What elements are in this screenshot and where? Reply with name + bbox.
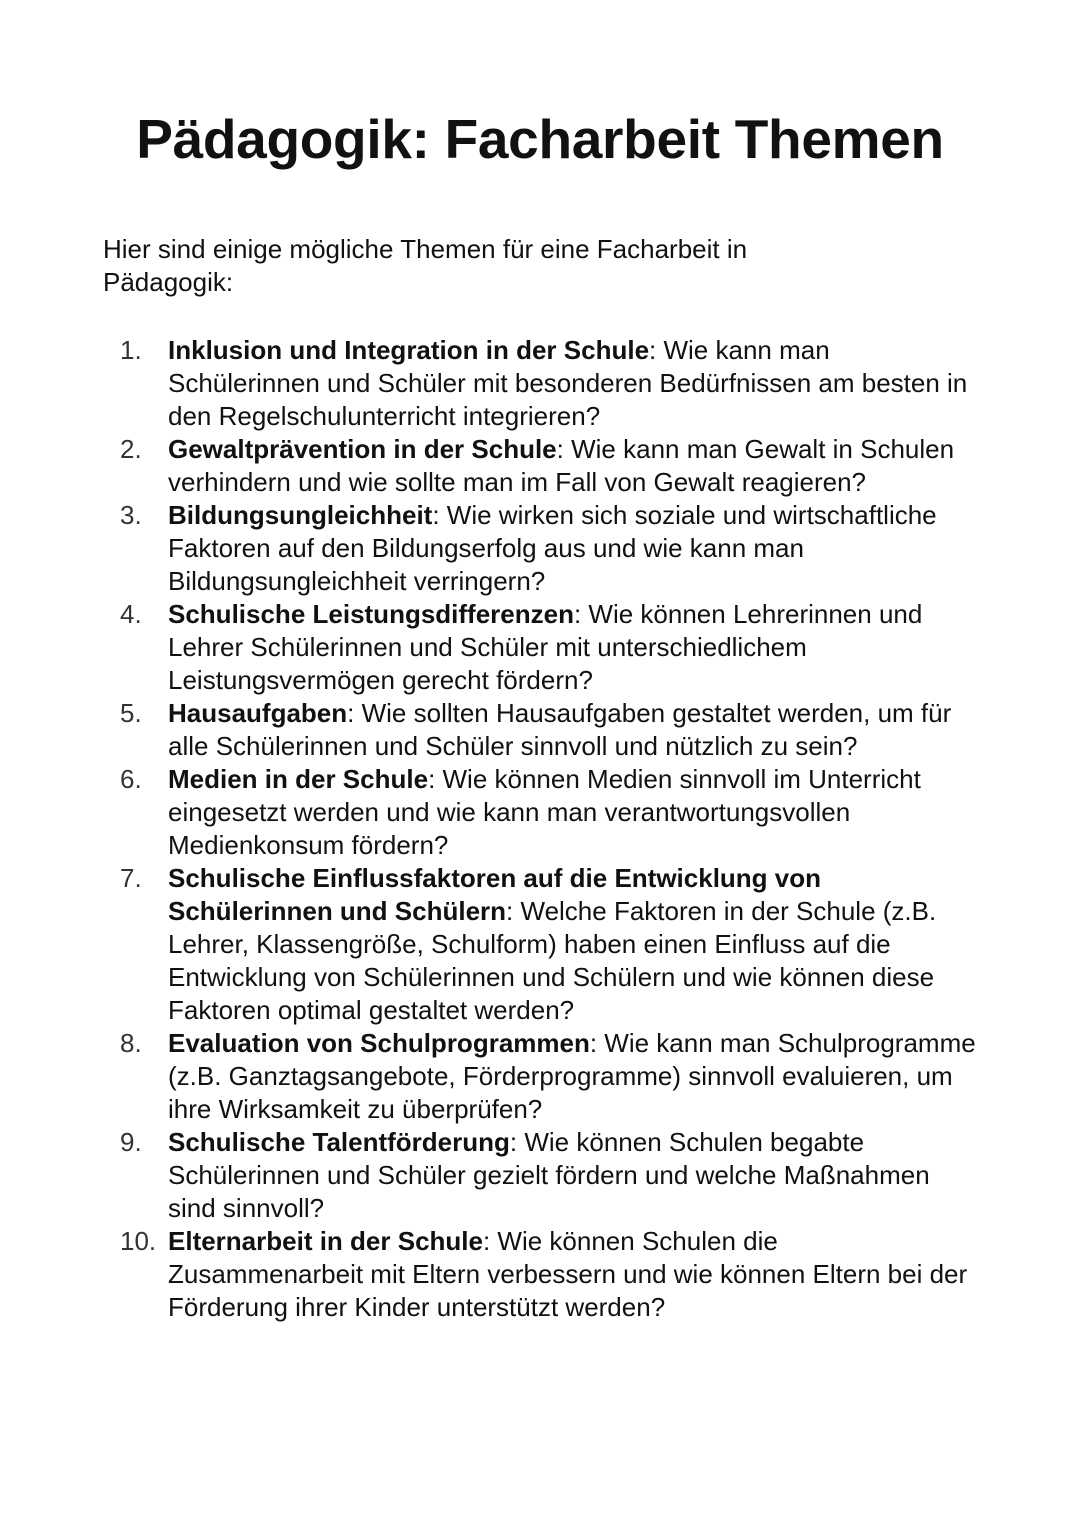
topic-text: : Wie können Lehrerinnen und Lehrer Schülerinnen und Schüler mit unterschiedlichem Leistungsvermögen gerecht fördern? [168,599,923,695]
list-item-number: 10. [120,1226,157,1256]
list-item-number: 5. [120,698,142,728]
topic-text: : Wie sollten Hausaufgaben gestaltet werden, um für alle Schülerinnen und Schüler sinnvoll und nützlich zu sein? [168,698,952,761]
list-item [0,697,978,763]
topic-heading: Hausaufgaben [168,698,348,728]
list-item-number: 6. [120,764,142,794]
list-item [0,499,978,598]
topic-text: : Wie können Schulen begabte Schülerinnen und Schüler gezielt fördern und welche Maßnahmen sind sinnvoll? [168,1127,930,1223]
list-item-number: 8. [120,1028,142,1058]
list-item-number: 2. [120,434,142,464]
list-item [0,334,978,433]
list-item [0,433,978,499]
list-item-number: 1. [120,335,142,365]
topic-list [0,334,1080,1324]
list-item [0,763,978,862]
topic-heading: Bildungsungleichheit [168,500,433,530]
topic-heading: Gewaltprävention in der Schule [168,434,557,464]
list-item [0,1225,978,1324]
topic-text: : Wie kann man Gewalt in Schulen verhindern und wie sollte man im Fall von Gewalt reagieren? [168,434,955,497]
topic-heading: Inklusion und Integration in der Schule [168,335,650,365]
page-title: Pädagogik: Facharbeit Themen [136,108,944,170]
topic-heading: Schulische Talentförderung [168,1127,510,1157]
topic-heading: Medien in der Schule [168,764,429,794]
list-item [0,1126,978,1225]
topic-text: : Wie wirken sich soziale und wirtschaftliche Faktoren auf den Bildungserfolg aus und wie kann man Bildungsungleichheit verringern? [168,500,937,596]
topic-text: : Wie kann man Schulprogramme (z.B. Ganztagsangebote, Förderprogramme) sinnvoll evaluieren, um ihre Wirksamkeit zu überprüfen? [168,1028,976,1124]
topic-heading: Elternarbeit in der Schule [168,1226,483,1256]
list-item [0,862,978,1027]
list-item-number: 3. [120,500,142,530]
list-item-number: 7. [120,863,142,893]
topic-text: : Wie können Medien sinnvoll im Unterricht eingesetzt werden und wie kann man verantwortungsvollen Medienkonsum fördern? [168,764,921,860]
topic-heading: Schulische Leistungsdifferenzen [168,599,574,629]
list-item-number: 9. [120,1127,142,1157]
list-item [0,1027,978,1126]
topic-text: : Wie können Schulen die Zusammenarbeit mit Eltern verbessern und wie können Eltern bei der Förderung ihrer Kinder unterstützt werden? [168,1226,968,1322]
list-item [0,598,978,697]
intro-paragraph: Hier sind einige mögliche Themen für eine Facharbeit in Pädagogik: [103,234,748,297]
topic-heading: Schulische Einflussfaktoren auf die Entwicklung von Schülerinnen und Schülern [168,863,822,926]
topic-text: : Welche Faktoren in der Schule (z.B. Lehrer, Klassengröße, Schulform) haben einen Einfluss auf die Entwicklung von Schülerinnen und Schülern und wie können diese Faktoren optimal gestaltet werden? [168,896,937,1025]
list-item-number: 4. [120,599,142,629]
topic-text: : Wie kann man Schülerinnen und Schüler mit besonderen Bedürfnissen am besten in den Regelschulunterricht integrieren? [168,335,968,431]
topic-heading: Evaluation von Schulprogrammen [168,1028,590,1058]
